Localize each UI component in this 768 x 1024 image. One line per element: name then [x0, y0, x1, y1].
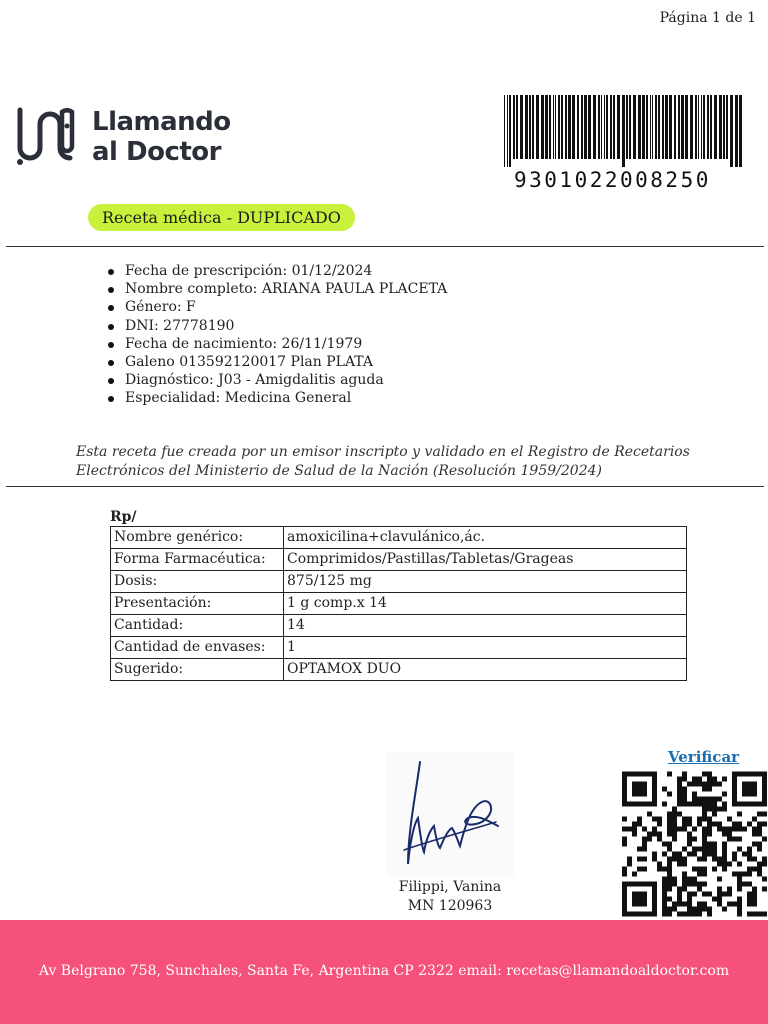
- signer-block: [384, 878, 516, 916]
- table-row: [111, 527, 687, 549]
- barcode-image: [502, 95, 744, 167]
- prescription-type-badge: Receta médica - DUPLICADO: [88, 204, 355, 231]
- row-label: Cantidad:: [111, 615, 284, 637]
- row-label: Nombre genérico:: [111, 527, 284, 549]
- qr-code-image[interactable]: [622, 770, 767, 918]
- list-item-health-plan: Galeno 013592120017 Plan PLATA: [106, 353, 447, 371]
- signer-name: Filippi, Vanina: [398, 879, 502, 895]
- row-label: Forma Farmacéutica:: [111, 549, 284, 571]
- brand-name: [92, 107, 231, 167]
- row-label: Cantidad de envases:: [111, 637, 284, 659]
- signer-license: MN 120963: [407, 898, 493, 914]
- row-value: amoxicilina+clavulánico,ác.: [284, 527, 687, 549]
- brand-logo: [14, 104, 231, 170]
- table-row: [111, 615, 687, 637]
- signature-image: [386, 752, 514, 876]
- footer: [0, 920, 768, 1024]
- footer-contact: Av Belgrano 758, Sunchales, Santa Fe, Argentina CP 2322 email: recetas@llamandoaldoctor.com: [38, 963, 730, 979]
- list-item-birth-date: Fecha de nacimiento: 26/11/1979: [106, 335, 447, 353]
- list-item-gender: Género: F: [106, 298, 447, 316]
- row-value: 1: [284, 637, 687, 659]
- barcode-number: 9301022008250: [514, 168, 711, 192]
- rp-label: Rp/: [110, 509, 137, 525]
- verify-link[interactable]: Verificar: [668, 748, 740, 766]
- row-label: Sugerido:: [111, 659, 284, 681]
- list-item-specialty: Especialidad: Medicina General: [106, 389, 447, 407]
- prescription-table: [110, 526, 687, 681]
- list-item-prescription-date: Fecha de prescripción: 01/12/2024: [106, 262, 447, 280]
- row-value: 14: [284, 615, 687, 637]
- row-value: 875/125 mg: [284, 571, 687, 593]
- table-row: [111, 637, 687, 659]
- row-value: 1 g comp.x 14: [284, 593, 687, 615]
- table-row: [111, 593, 687, 615]
- row-label: Presentación:: [111, 593, 284, 615]
- list-item-dni: DNI: 27778190: [106, 317, 447, 335]
- stethoscope-logo-icon: [14, 104, 78, 170]
- brand-line1: Llamando: [92, 107, 231, 137]
- row-value: Comprimidos/Pastillas/Tabletas/Grageas: [284, 549, 687, 571]
- list-item-diagnosis: Diagnóstico: J03 - Amigdalitis aguda: [106, 371, 447, 389]
- divider: [6, 246, 764, 247]
- table-row: [111, 659, 687, 681]
- divider: [6, 486, 764, 487]
- table-row: [111, 571, 687, 593]
- list-item-full-name: Nombre completo: ARIANA PAULA PLACETA: [106, 280, 447, 298]
- registry-note: Esta receta fue creada por un emisor inscripto y validado en el Registro de Recetarios Electrónicos del Ministerio de Salud de la Nación (Resolución 1959/2024): [76, 444, 690, 479]
- row-value: OPTAMOX DUO: [284, 659, 687, 681]
- row-label: Dosis:: [111, 571, 284, 593]
- page-number: Página 1 de 1: [659, 10, 756, 26]
- brand-line2: al Doctor: [92, 137, 221, 167]
- table-row: [111, 549, 687, 571]
- patient-info-list: [106, 262, 447, 408]
- barcode: [502, 95, 744, 193]
